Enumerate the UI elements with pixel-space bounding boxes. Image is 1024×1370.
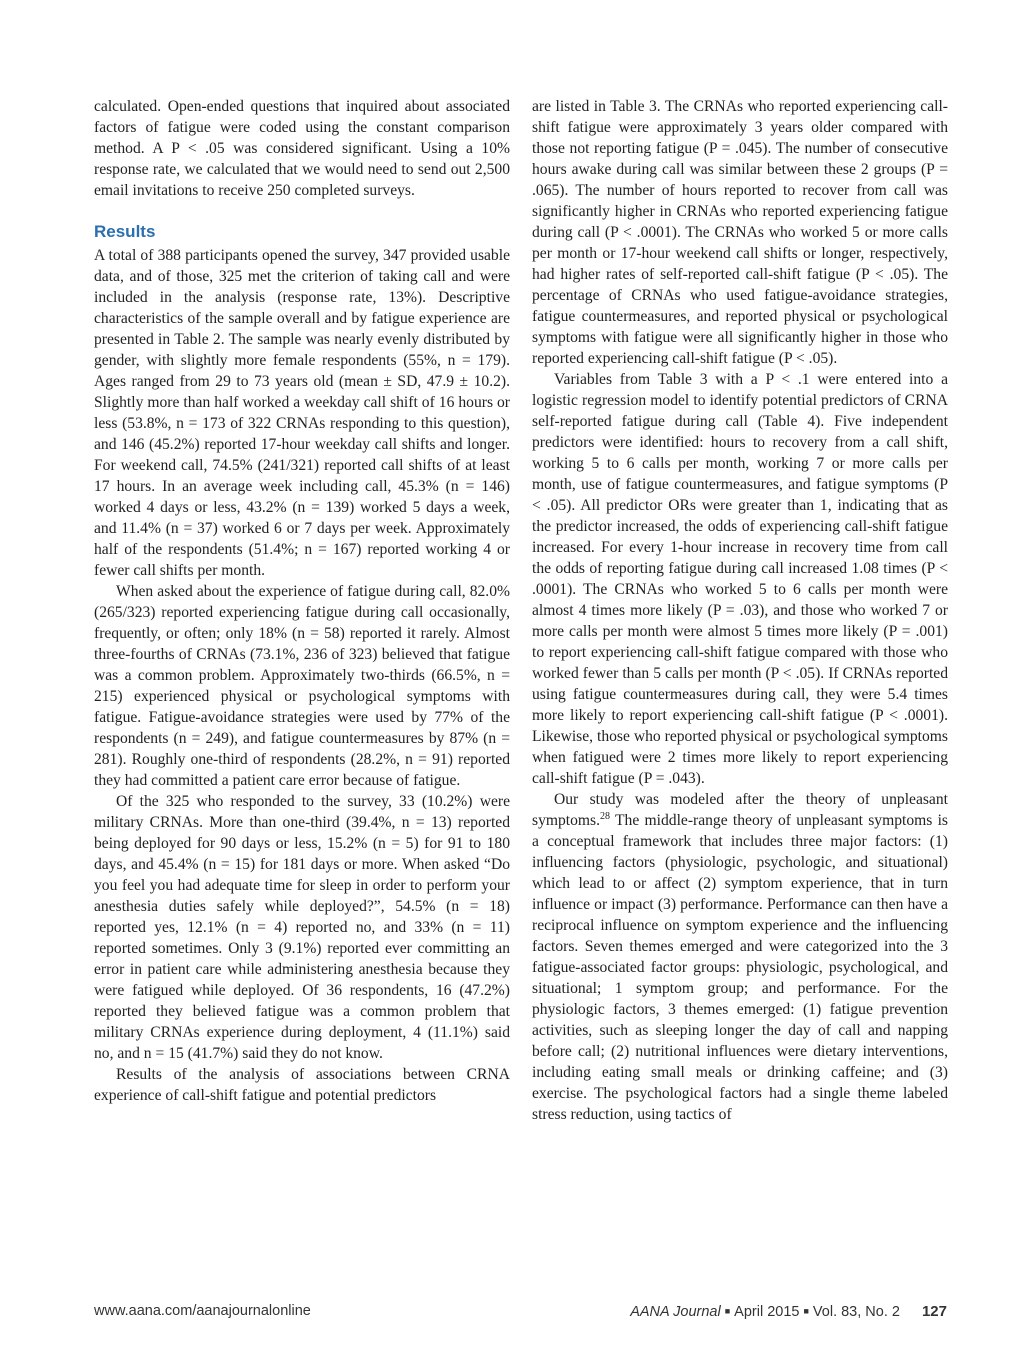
- paragraph-table3-continued: are listed in Table 3. The CRNAs who reported experiencing call-shift fatigue were approximately 3 years older compared with those not reporting fatigue (P = .045). The number of consecutive hours awake during call was similar between these 2 groups (P = .065). The number of hours reported to recover from call was significantly higher in CRNAs who reported experiencing fatigue during call (P < .0001). The CRNAs who worked 5 or more calls per month or 17-hour weekend call shifts or longer, respectively, had higher rates of self-reported call-shift fatigue (P < .05). The percentage of CRNAs who used fatigue-avoidance strategies, fatigue countermeasures, and reported physical or psychological symptoms with fatigue were all significantly higher in those who reported experiencing call-shift fatigue (P < .05).: [532, 98, 948, 367]
- separator-square-icon: ■: [803, 1306, 809, 1316]
- volume-info: Vol. 83, No. 2: [812, 1304, 900, 1320]
- footer-journal-info: [630, 1303, 947, 1320]
- paragraph-intro: calculated. Open-ended questions that inquired about associated factors of fatigue were coded using the constant comparison method. A P < .05 was considered significant. Using a 10% response rate, we calculated that we would need to send out 2,500 email invitations to receive 250 completed surveys.: [94, 98, 510, 199]
- paragraph-regression: Variables from Table 3 with a P < .1 were entered into a logistic regression model to identify potential predictors of CRNA self-reported fatigue during call (Table 4). Five independent predictors were identified: hours to recovery from a call shift, working 5 to 6 calls per month, working 7 or more calls per month, use of fatigue countermeasures, and fatigue symptoms (P < .05). All predictor ORs were greater than 1, indicating that as the predictor increased, the odds of experiencing call-shift fatigue increased. For every 1-hour increase in recovery time from call the odds of reporting fatigue during call increased 1.08 times (P < .0001). The CRNAs who worked 5 to 6 calls per month were almost 4 times more likely (P = .03), and those who worked 7 or more calls per month were almost 5 times more likely (P = .001) to report experiencing call-shift fatigue compared with those who worked fewer than 5 calls per month (P < .05). If CRNAs reported using fatigue countermeasures during call, they were 5.4 times more likely to report experiencing call-shift fatigue (P < .0001). Likewise, those who reported physical or psychological symptoms when fatigued were 2 times more likely to report experiencing call-shift fatigue (P = .043).: [532, 371, 948, 787]
- separator-square-icon: ■: [724, 1306, 731, 1316]
- issue-date: April 2015: [734, 1304, 800, 1320]
- citation-ref: 28: [600, 810, 611, 822]
- results-heading: Results: [94, 222, 156, 241]
- paragraph-results-2: When asked about the experience of fatigue during call, 82.0% (265/323) reported experiencing fatigue during call occasionally, frequently, or often; only 18% (n = 58) reported it rarely. Almost three-fourths of CRNAs (73.1%, 236 of 323) believed that fatigue was a common problem. Approximately two-thirds (66.5%, n = 215) experienced physical or psychological symptoms with fatigue. Fatigue-avoidance strategies were used by 77% of the respondents (n = 249), and fatigue countermeasures by 87% (n = 281). Roughly one-third of respondents (28.2%, n = 91) reported they had committed a patient care error because of fatigue.: [94, 583, 510, 789]
- paragraph-results-4: Results of the analysis of associations between CRNA experience of call-shift fatigue and potential predictors: [94, 1066, 510, 1104]
- paragraph-results-3: Of the 325 who responded to the survey, 33 (10.2%) were military CRNAs. More than one-third (39.4%, n = 13) reported being deployed for 90 days or less, 15.2% (n = 5) for 91 to 180 days, and 45.4% (n = 15) for 181 days or more. When asked “Do you feel you had adequate time for sleep in order to perform your anesthesia duties safely while deployed?”, 54.5% (n = 18) reported yes, 12.1% (n = 4) reported no, and 33% (n = 11) reported sometimes. Only 3 (9.1%) reported ever committing an error in patient care while administering anesthesia because they were fatigued while deployed. Of 36 respondents, 16 (47.2%) reported they believed fatigue was a common problem that military CRNAs experience during deployment, 4 (11.1%) said no, and n = 15 (41.7%) said they do not know.: [94, 793, 510, 1062]
- paragraph-results-1: A total of 388 participants opened the survey, 347 provided usable data, and of those, 325 met the criterion of taking call and were included in the analysis (response rate, 13%). Descriptive characteristics of the sample overall and by fatigue experience are presented in Table 2. The sample was nearly evenly distributed by gender, with slightly more female respondents (55%, n = 179). Ages ranged from 29 to 73 years old (mean ± SD, 47.9 ± 10.2). Slightly more than half worked a weekday call shift of 16 hours or less (53.8%, n = 173 of 322 CRNAs responding to this question), and 146 (45.2%) reported 17-hour weekday call shifts and longer. For weekend call, 74.5% (241/321) reported call shifts of at least 17 hours. In an average week including call, 45.3% (n = 146) worked 4 days or less, 43.2% (n = 139) worked 5 days a week, and 11.4% (n = 37) worked 6 or 7 days per week. Approximately half of the respondents (51.4%; n = 167) reported working 4 or fewer call shifts per month.: [94, 247, 510, 579]
- paragraph-theory: [532, 789, 948, 1125]
- paragraph-theory-rest: The middle-range theory of unpleasant symptoms is a conceptual framework that includes three major factors: (1) influencing factors (physiologic, psychologic, and situational) which lead to or affect (2) symptom experience, that in turn influence or impact (3) performance. Performance can then have a reciprocal influence on symptom experience and the influencing factors. Seven themes emerged and were categorized into the 3 fatigue-associated factor groups: physiologic, psychological, and situational; 1 symptom group; and performance. For the physiologic factors, 3 themes emerged: (1) fatigue prevention activities, such as sleeping longer the day of call and napping before call; (2) nutritional influences were dietary interventions, including eating small meals or drinking caffeine; and (3) exercise. The psychological factors had a single theme labeled stress reduction, using tactics of: [532, 812, 948, 1123]
- paragraph-theory-start: Our study was modeled after the theory of unpleasant symptoms.: [532, 791, 948, 829]
- journal-name: AANA Journal: [630, 1304, 721, 1320]
- left-column: [94, 96, 510, 1106]
- right-column: [532, 96, 948, 1125]
- page-number: 127: [921, 1303, 947, 1320]
- footer-url: www.aana.com/aanajournalonline: [94, 1303, 311, 1319]
